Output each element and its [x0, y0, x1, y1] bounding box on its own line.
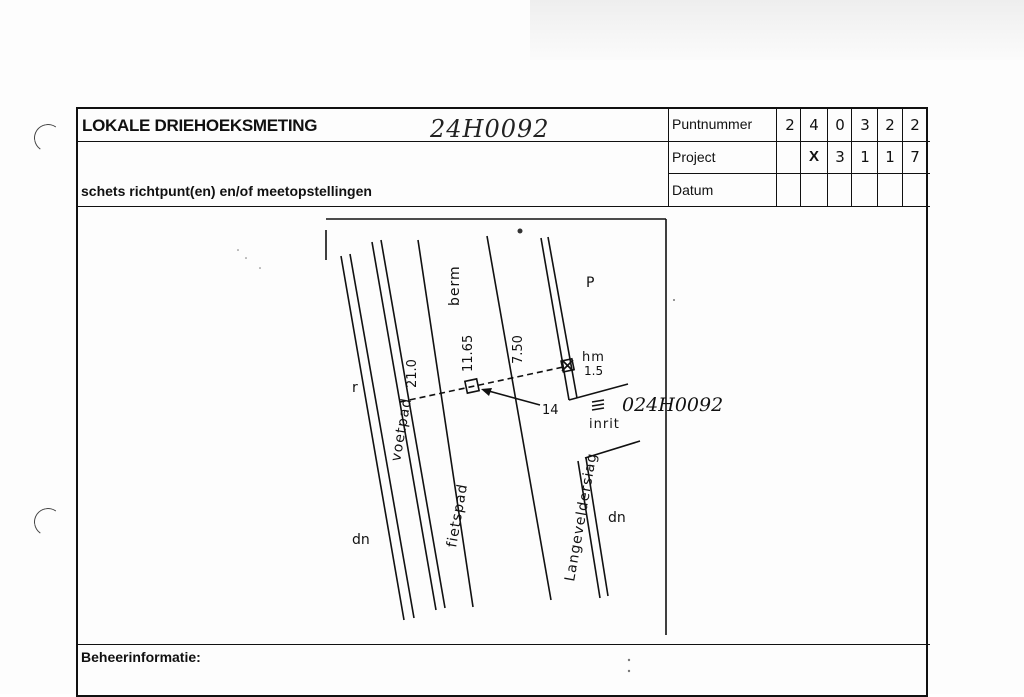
- project-label: Project: [672, 149, 716, 165]
- datum-label: Datum: [672, 182, 714, 198]
- inrit-symbol: [592, 408, 604, 410]
- project-digit: 1: [860, 148, 870, 166]
- label-fietspad: fietspad: [444, 482, 472, 549]
- scan-speckle: [237, 249, 239, 251]
- dim-21: 21.0: [405, 359, 420, 388]
- puntnummer-digit: 2: [785, 116, 795, 134]
- label-p: P: [586, 275, 595, 291]
- inrit-symbol: [592, 404, 604, 406]
- scan-speckle: [245, 257, 247, 259]
- scan-speckle: [628, 659, 630, 661]
- scan-speckle: [673, 299, 675, 301]
- form-title: LOKALE DRIEHOEKSMETING: [82, 116, 318, 135]
- arrow-line: [485, 390, 540, 405]
- road-line: [541, 238, 569, 400]
- dim-1165: 11.65: [461, 334, 476, 372]
- scan-speckle: [628, 670, 630, 672]
- driveway-edge: [569, 384, 628, 400]
- measurement-line: [400, 366, 568, 402]
- label-hm-value: 1.5: [584, 364, 604, 378]
- puntnummer-label: Puntnummer: [672, 116, 753, 132]
- project-digit: 3: [835, 148, 845, 166]
- puntnummer-digit: 3: [860, 116, 870, 134]
- puntnummer-digit: 2: [885, 116, 895, 134]
- puntnummer-digit: 0: [835, 116, 845, 134]
- label-inrit: inrit: [589, 417, 620, 432]
- project-digit: 1: [885, 148, 895, 166]
- management-info-label: Beheerinformatie:: [81, 649, 201, 665]
- label-14: 14: [542, 403, 559, 418]
- dim-750: 7.50: [511, 335, 526, 364]
- label-dn-right: dn: [608, 510, 626, 526]
- puntnummer-digit: 2: [910, 116, 920, 134]
- label-code: 024H0092: [622, 394, 724, 416]
- scan-speckle: [259, 267, 261, 269]
- project-digit: X: [808, 148, 819, 165]
- puntnummer-digit: 4: [809, 116, 819, 134]
- road-line: [381, 240, 445, 608]
- label-berm: berm: [447, 265, 463, 306]
- handwritten-point-number: 24H0092: [430, 115, 550, 143]
- label-street: Langeveldersiag: [562, 451, 601, 583]
- project-digit: 7: [910, 148, 920, 166]
- sketch-subtitle: schets richtpunt(en) en/of meetopstellingen: [81, 183, 372, 199]
- label-hm: hm: [582, 350, 605, 365]
- arrow-head-icon: [481, 388, 492, 396]
- label-dn-left: dn: [352, 532, 370, 548]
- label-voetpad: voetpad: [388, 396, 416, 463]
- label-r: r: [352, 380, 358, 396]
- road-line: [548, 237, 577, 398]
- scan-dot: [518, 229, 523, 234]
- inrit-symbol: [592, 400, 604, 402]
- road-line: [487, 236, 551, 600]
